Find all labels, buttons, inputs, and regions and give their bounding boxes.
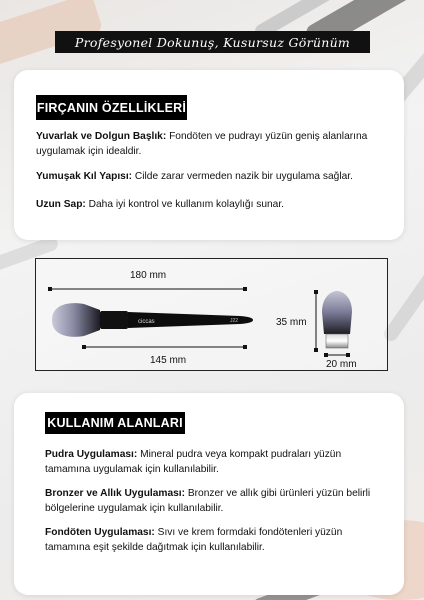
feature-text: Fondöten ve pudrayı yüzün geniş alanlarına uygulamak için idealdir.	[36, 131, 368, 157]
usage-label: Fondöten Uygulaması:	[45, 527, 155, 538]
usage-text: Mineral pudra veya kompakt pudraları yüzün tamamına uygulamak için kullanılabilir.	[45, 449, 342, 475]
brush-head-front	[322, 291, 352, 334]
features-heading: FIRÇANIN ÖZELLİKLERİ	[36, 95, 187, 120]
feature-label: Yumuşak Kıl Yapısı:	[36, 171, 133, 182]
brush-bristles	[52, 303, 100, 337]
line-end	[314, 290, 318, 294]
usage-item	[45, 487, 385, 516]
line-end	[324, 353, 328, 357]
line-end	[48, 287, 52, 291]
handle-length-label: 145 mm	[150, 355, 187, 366]
usage-label: Bronzer ve Allık Uygulaması:	[45, 488, 186, 499]
feature-label: Yuvarlak ve Dolgun Başlık:	[36, 131, 167, 142]
total-length-label: 180 mm	[130, 270, 167, 281]
tagline-banner: Profesyonel Dokunuş, Kusursuz Görünüm	[55, 31, 370, 53]
usage-heading: KULLANIM ALANLARI	[45, 412, 185, 434]
line-end	[346, 353, 350, 357]
brush-ferrule	[100, 311, 128, 329]
line-end	[314, 348, 318, 352]
usage-text: Bronzer ve allık gibi ürünleri yüzün belirli bölgelerine uygulamak için kullanılabilir.	[45, 488, 371, 514]
brush-model: J22	[230, 318, 239, 324]
brush-ferrule-front	[326, 334, 348, 348]
usage-label: Pudra Uygulaması:	[45, 449, 138, 460]
line-end	[82, 345, 86, 349]
usage-item	[45, 448, 385, 477]
head-height-label: 35 mm	[276, 317, 307, 328]
brush-brand: ciccas	[138, 319, 155, 325]
usage-item	[45, 526, 385, 555]
line-end	[243, 287, 247, 291]
feature-text: Daha iyi kontrol ve kullanım kolaylığı sunar.	[85, 199, 284, 210]
line-end	[243, 345, 247, 349]
feature-label: Uzun Sap:	[36, 199, 86, 210]
head-width-label: 20 mm	[326, 359, 357, 370]
feature-text: Cilde zarar vermeden nazik bir uygulama sağlar.	[132, 171, 353, 182]
usage-text: Sıvı ve krem formdaki fondötenleri yüzün tamamına eşit şekilde dağıtmak için kullanılabilir.	[45, 527, 343, 553]
